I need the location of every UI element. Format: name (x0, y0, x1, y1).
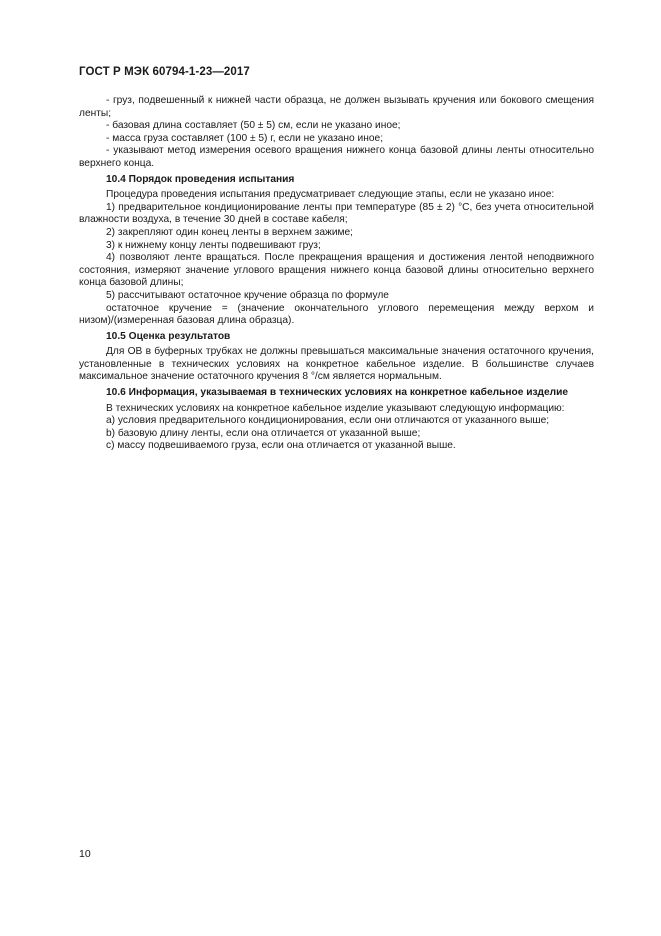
section-10-6-intro: В технических условиях на конкретное кабельное изделие указывают следующую информацию: (106, 402, 565, 414)
section-10-4-step: 4) позволяют ленте вращаться. После прекращения вращения и достижения лентой неподвижного состояния, измеряют значение углового вращения нижнего конца базовой длины относительно верхнего конца базовой длины; (79, 252, 594, 289)
section-10-4-step: 2) закрепляют один конец ленты в верхнем зажиме; (106, 226, 354, 238)
section-10-6-item: c) массу подвешиваемого груза, если она отличается от указанной выше. (106, 440, 456, 452)
intro-list-item: - базовая длина составляет (50 ± 5) см, если не указано иное; (106, 120, 401, 132)
section-10-4-heading: 10.4 Порядок проведения испытания (106, 173, 295, 185)
section-10-5-heading: 10.5 Оценка результатов (106, 330, 231, 342)
section-10-4-intro: Процедура проведения испытания предусматривает следующие этапы, если не указано иное: (106, 189, 555, 201)
section-10-4-step: 5) рассчитывают остаточное кручение образца по формуле (106, 289, 389, 301)
intro-list-item: - масса груза составляет (100 ± 5) г, если не указано иное; (106, 132, 384, 144)
intro-list-item: - груз, подвешенный к нижней части образца, не должен вызывать кручения или бокового смещения ленты; (79, 95, 594, 119)
section-10-6-heading: 10.6 Информация, указываемая в технических условиях на конкретное кабельное изделие (106, 387, 569, 399)
page-number: 10 (79, 848, 91, 860)
document-header-title: ГОСТ Р МЭК 60794-1-23—2017 (79, 66, 250, 78)
section-10-4-step: 1) предварительное кондиционирование ленты при температуре (85 ± 2) °C, без учета относительной влажности воздуха, в течение 30 дней в составе кабеля; (79, 201, 594, 226)
section-10-5-text: Для ОВ в буферных трубках не должны превышаться максимальные значения остаточного кручения, установленные в технических условиях на конкретное кабельное изделие. В большинстве случаев максимальное значение остаточного кручения 8 °/см является нормальным. (79, 346, 594, 383)
intro-list-item: - указывают метод измерения осевого вращения нижнего конца базовой длины ленты относительно верхнего конца. (79, 145, 594, 169)
section-10-6-item: a) условия предварительного кондиционирования, если они отличаются от указанного выше; (106, 415, 550, 427)
section-10-4-step: 3) к нижнему концу ленты подвешивают груз; (106, 239, 321, 251)
document-body (79, 95, 594, 453)
section-10-4-formula: остаточное кручение = (значение окончательного углового перемещения между верхом и низом)/(измеренная базовая длина образца). (79, 302, 594, 327)
section-10-6-item: b) базовую длину ленты, если она отличается от указанной выше; (106, 427, 421, 439)
